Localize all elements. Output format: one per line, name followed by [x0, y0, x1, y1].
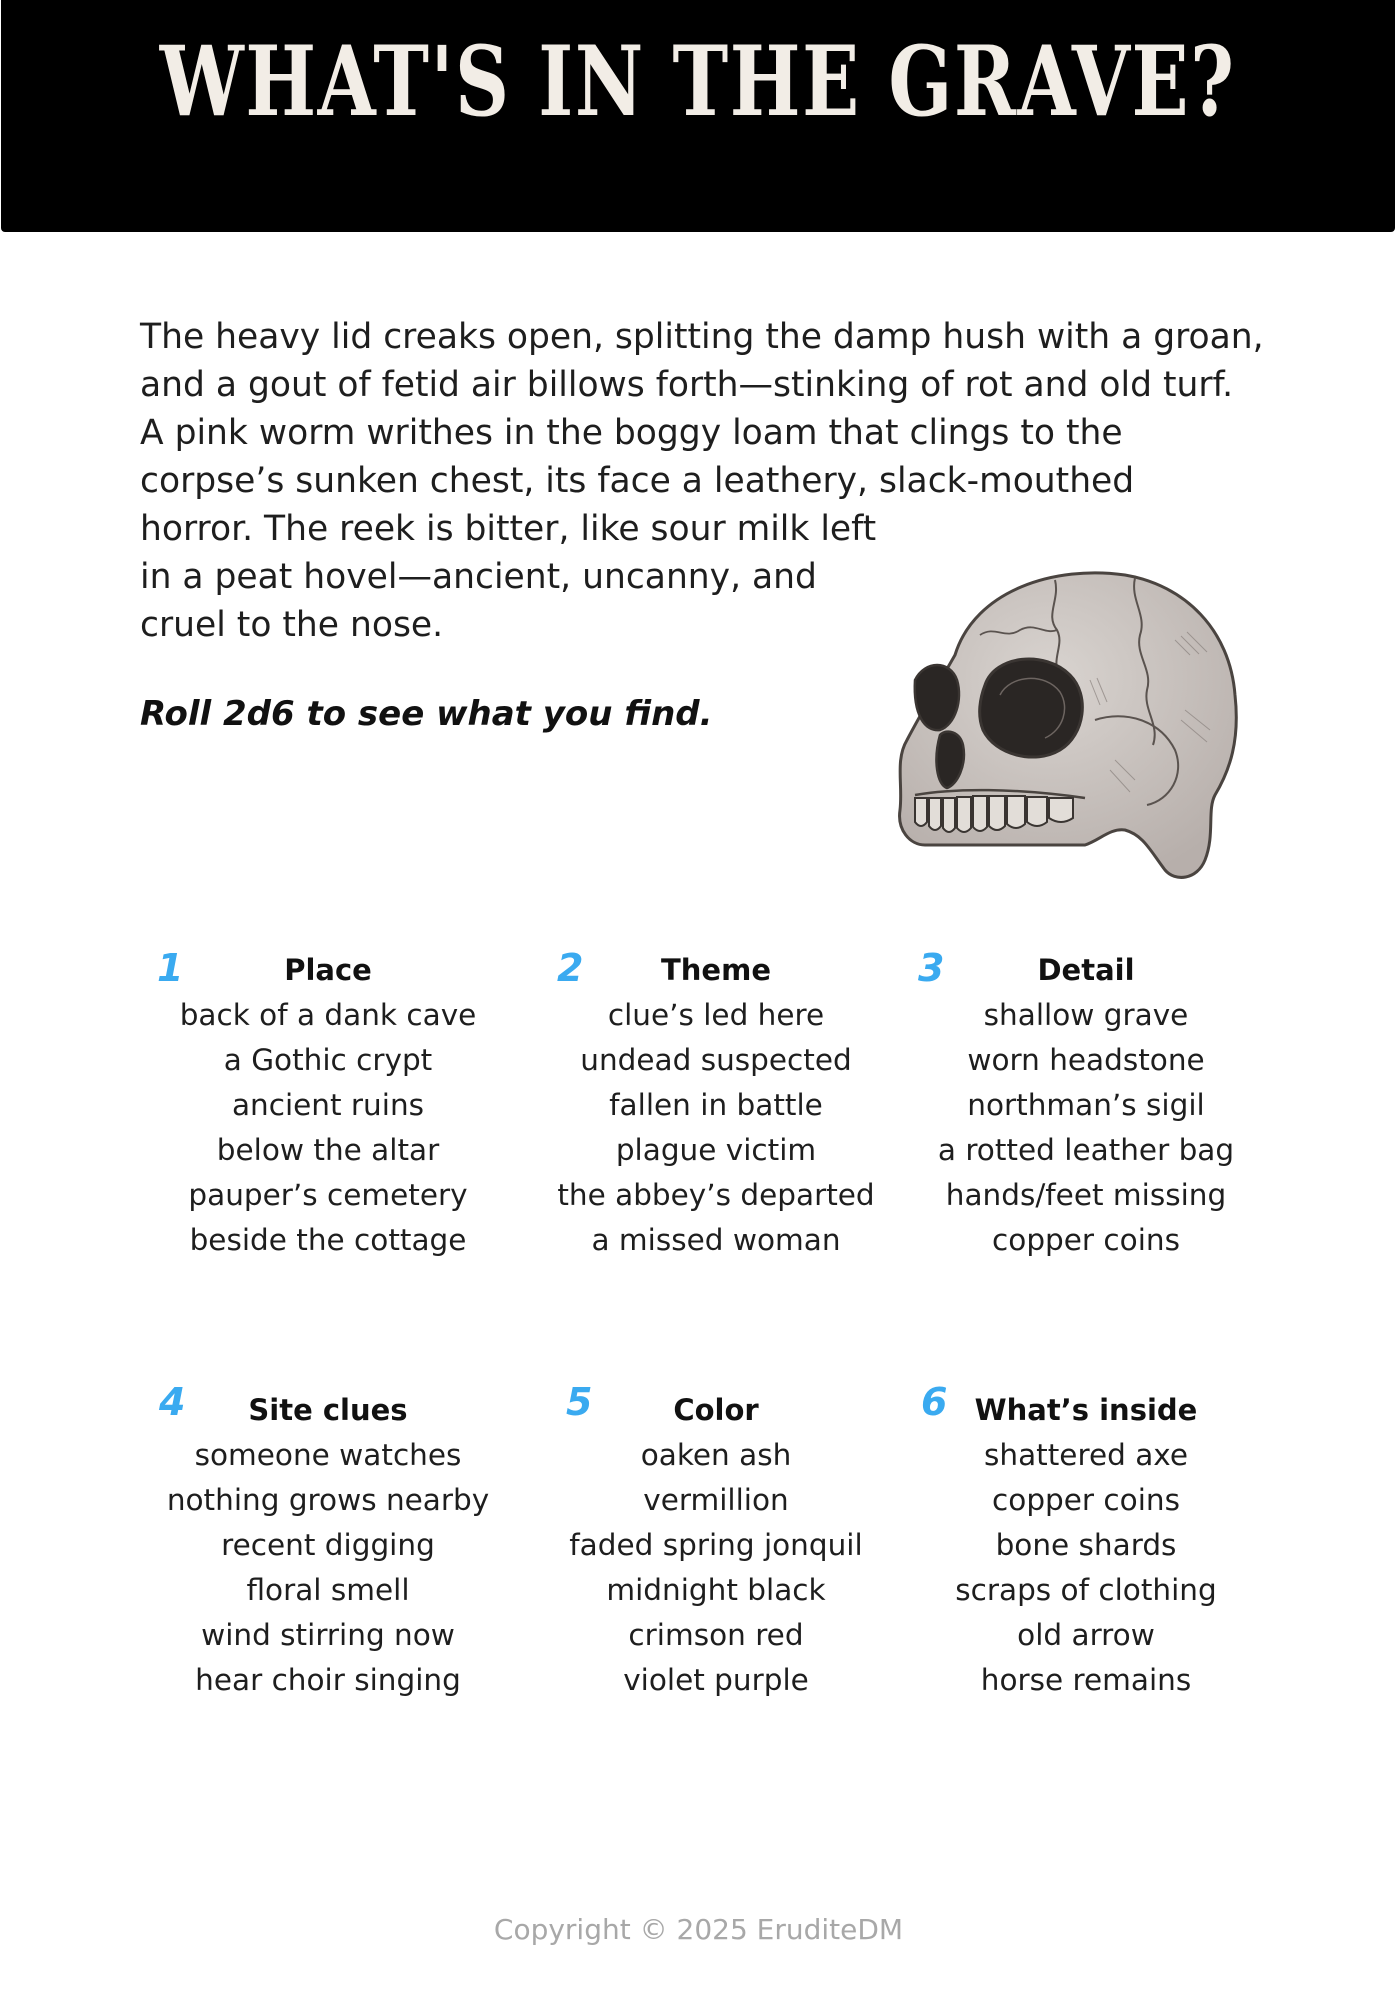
list-item: worn headstone — [967, 1043, 1205, 1077]
list-item: plague victim — [615, 1133, 817, 1167]
list-item: recent digging — [221, 1528, 435, 1562]
list-item: shallow grave — [983, 998, 1189, 1032]
title-banner — [1, 0, 1395, 232]
skull-illustration — [885, 560, 1245, 885]
list-item: nothing grows nearby — [166, 1483, 490, 1517]
table-list — [163, 1433, 493, 1703]
list-item: scraps of clothing — [955, 1573, 1217, 1607]
intro-line: horror. The reek is bitter, like sour milk left — [140, 509, 877, 549]
table-place — [157, 946, 493, 1263]
list-item: pauper’s cemetery — [188, 1178, 468, 1212]
intro-line: cruel to the nose. — [140, 605, 444, 645]
table-number: 1 — [157, 946, 184, 990]
list-item: faded spring jonquil — [569, 1528, 863, 1562]
list-item: shattered axe — [984, 1438, 1188, 1472]
list-item: old arrow — [1017, 1618, 1155, 1652]
table-number: 3 — [918, 946, 945, 990]
list-item: copper coins — [992, 1483, 1180, 1517]
list-item: a missed woman — [591, 1223, 841, 1257]
list-item: hands/feet missing — [945, 1178, 1227, 1212]
list-item: back of a dank cave — [179, 998, 477, 1032]
intro-line: The heavy lid creaks open, splitting the damp hush with a groan, — [140, 317, 1264, 357]
list-item: beside the cottage — [189, 1223, 467, 1257]
intro-line: in a peat hovel—ancient, uncanny, and — [140, 557, 817, 597]
table-list — [551, 1433, 881, 1703]
list-item: horse remains — [980, 1663, 1192, 1697]
list-item: copper coins — [992, 1223, 1180, 1257]
table-list — [551, 993, 881, 1263]
intro-line: and a gout of fetid air billows forth—stinking of rot and old turf. — [140, 365, 1234, 405]
list-item: hear choir singing — [195, 1663, 461, 1697]
table-list — [921, 1433, 1251, 1703]
list-item: vermillion — [643, 1483, 789, 1517]
list-item: oaken ash — [640, 1438, 792, 1472]
table-whats-inside — [921, 1380, 1251, 1703]
table-list — [921, 993, 1251, 1263]
list-item: undead suspected — [580, 1043, 852, 1077]
list-item: crimson red — [628, 1618, 804, 1652]
list-item: bone shards — [995, 1528, 1177, 1562]
intro-line: A pink worm writhes in the boggy loam that clings to the — [140, 413, 1123, 453]
list-item: someone watches — [194, 1438, 462, 1472]
table-number: 6 — [921, 1380, 948, 1424]
list-item: violet purple — [623, 1663, 809, 1697]
table-list — [163, 993, 493, 1263]
list-item: wind stirring now — [201, 1618, 455, 1652]
list-item: midnight black — [606, 1573, 826, 1607]
list-item: a rotted leather bag — [937, 1133, 1235, 1167]
list-item: below the altar — [216, 1133, 440, 1167]
list-item: fallen in battle — [609, 1088, 823, 1122]
roll-instruction: Roll 2d6 to see what you find. — [140, 694, 713, 734]
table-color — [551, 1380, 881, 1703]
page-title: WHAT'S IN THE GRAVE? — [160, 25, 1236, 139]
list-item: northman’s sigil — [967, 1088, 1205, 1122]
table-heading: Color — [673, 1393, 759, 1427]
table-heading: Detail — [1037, 953, 1135, 987]
table-detail — [918, 946, 1251, 1263]
table-number: 2 — [557, 946, 584, 990]
list-item: floral smell — [246, 1573, 410, 1607]
table-heading: Place — [284, 953, 372, 987]
list-item: ancient ruins — [231, 1088, 425, 1122]
table-theme — [551, 948, 881, 1263]
table-number: 4 — [159, 1380, 186, 1424]
list-item: clue’s led here — [607, 998, 825, 1032]
table-number: 5 — [566, 1380, 593, 1424]
list-item: a Gothic crypt — [223, 1043, 433, 1077]
intro-line: corpse’s sunken chest, its face a leathery, slack-mouthed — [140, 461, 1135, 501]
copyright-footer: Copyright © 2025 EruditeDM — [493, 1913, 904, 1946]
table-heading: Theme — [661, 953, 771, 987]
table-heading: Site clues — [248, 1393, 408, 1427]
list-item: the abbey’s departed — [557, 1178, 875, 1212]
table-heading: What’s inside — [974, 1393, 1198, 1427]
table-site-clues — [159, 1380, 493, 1703]
